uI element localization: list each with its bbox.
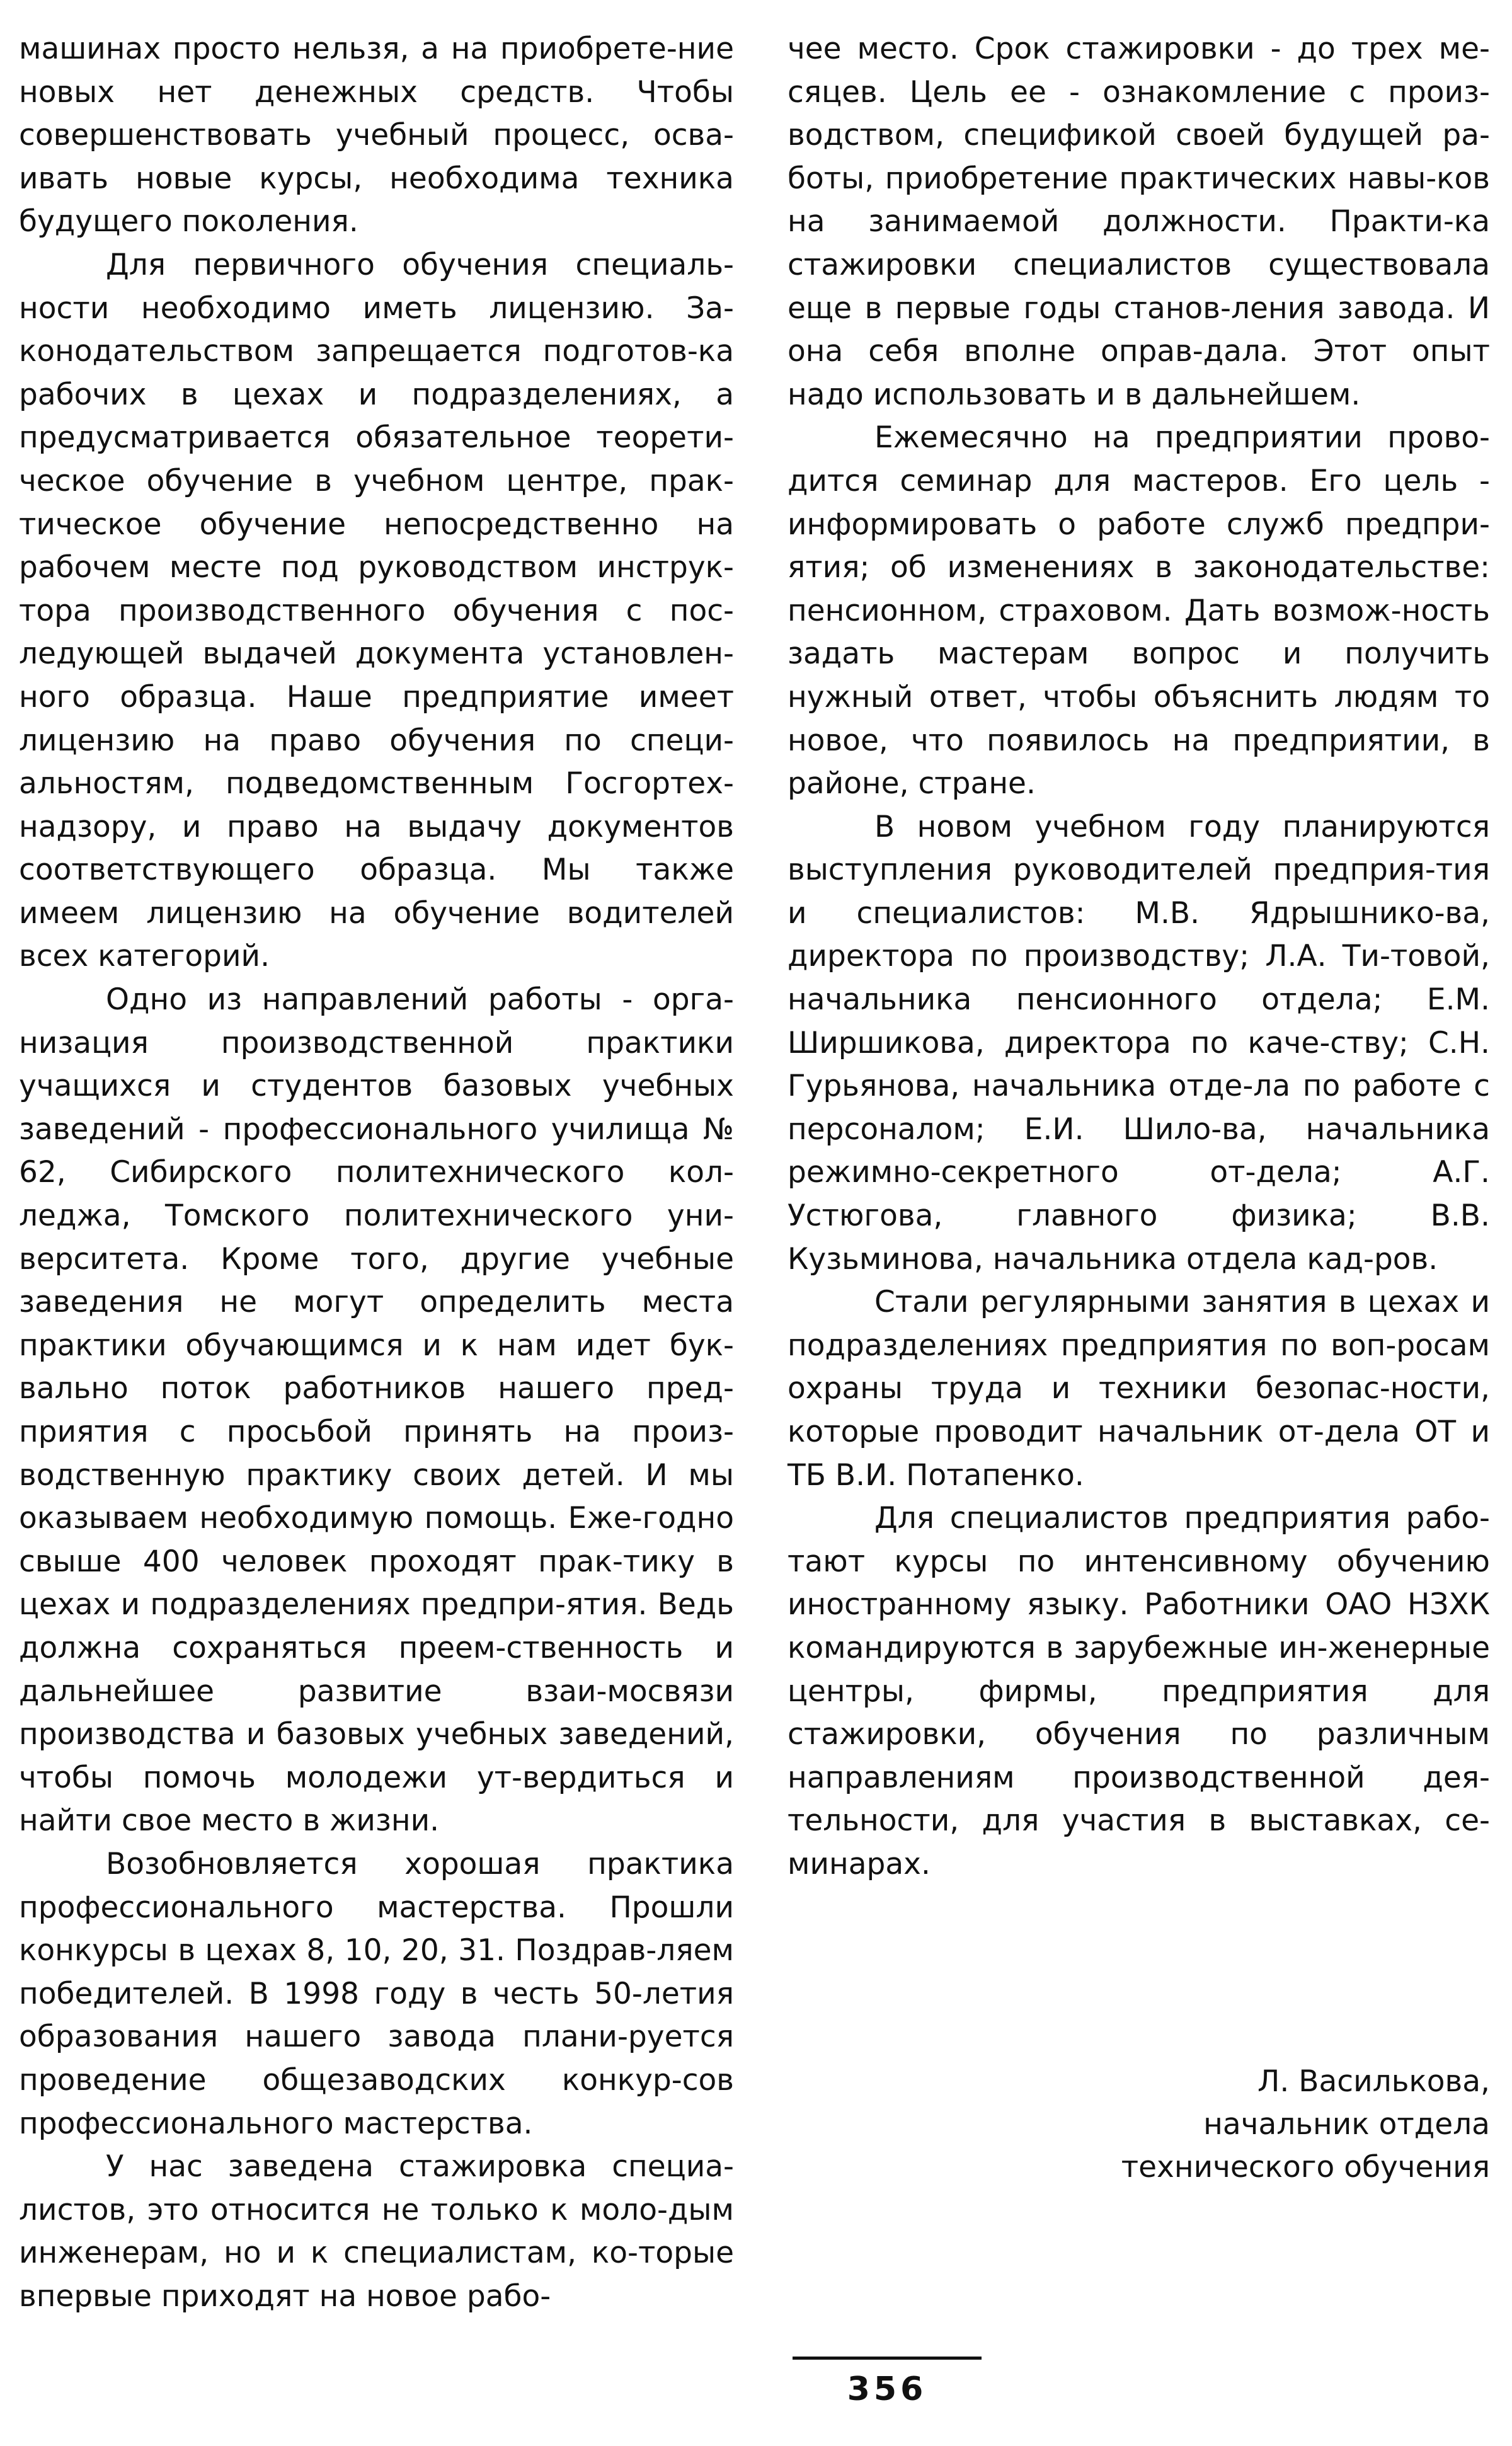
author-position-line2: технического обучения [1121, 2150, 1490, 2185]
paragraph-language-courses: Для специалистов предприятия рабо-тают курсы по интенсивному обучению иностранному языку. Работники ОАО НЗХК командируются в зарубежные ин-женерные центры, фирмы, предприятия для стажировки, обучения по различным направлениям производственной дея-тельности, для участия в выставках, се-минарах. [788, 1501, 1490, 1881]
page-number-rule [793, 2357, 982, 2360]
paragraph-continuation: машинах просто нельзя, а на приобрете-ние новых нет денежных средств. Чтобы совершенствовать учебный процесс, осва-ивать новые курсы, необходима техника будущего поколения. [19, 32, 734, 239]
paragraph-contests: Возобновляется хорошая практика профессионального мастерства. Прошли конкурсы в цехах 8, 10, 20, 31. Поздрав-ляем победителей. В 1998 году в честь 50-летия образования нашего завода плани-руется проведение общезаводских конкур-сов профессионального мастерства. [19, 1846, 734, 2141]
left-column [19, 28, 734, 2318]
paragraph-seminar: Ежемесячно на предприятии прово-дится семинар для мастеров. Его цель - информировать о работе служб предпри-ятия; об изменениях в законодательстве: пенсионном, страховом. Дать возмож-ность задать мастерам вопрос и получить нужный ответ, чтобы объяснить людям то новое, что появилось на предприятии, в районе, стране. [788, 420, 1490, 801]
paragraph-internship-continued: чее место. Срок стажировки - до трех ме-сяцев. Цель ее - ознакомление с произ-водством, спецификой своей будущей ра-боты, приобретение практических навы-ков на занимаемой должности. Практи-ка стажировки специалистов существовала еще в первые годы станов-ления завода. И она себя вполне оправ-дала. Этот опыт надо использовать и в дальнейшем. [788, 32, 1490, 412]
right-column [788, 28, 1490, 1886]
paragraph-license: Для первичного обучения специаль-ности необходимо иметь лицензию. За-конодательством запрещается подготов-ка рабочих в цехах и подразделениях, а предусматривается обязательное теорети-ческое обучение в учебном центре, прак-тическое обучение непосредственно на рабочем месте под руководством инструк-тора производственного обучения с пос-ледующей выдачей документа установлен-ного образца. Наше предприятие имеет лицензию на право обучения по специ-альностям, подведомственным Госгортех-надзору, и право на выдачу документов соответствующего образца. Мы также имеем лицензию на обучение водителей всех категорий. [19, 247, 734, 974]
page-number: 356 [847, 2370, 927, 2408]
signature-block [1121, 2060, 1490, 2189]
paragraph-speakers: В новом учебном году планируются выступления руководителей предприя-тия и специалистов: М.В. Ядрышнико-ва, директора по производству; Л.А. Ти-товой, начальника пенсионного отдела; Е.М. Ширшикова, директора по каче-ству; С.Н. Гурьянова, начальника отде-ла по работе с персоналом; Е.И. Шило-ва, начальника режимно-секретного от-дела; А.Г. Устюгова, главного физика; В.В. Кузьминова, начальника отдела кад-ров. [788, 809, 1490, 1277]
author-name: Л. Василькова, [1257, 2064, 1490, 2099]
paragraph-internship: У нас заведена стажировка специа-листов, это относится не только к моло-дым инженерам, но и к специалистам, ко-торые впервые приходят на новое рабо- [19, 2149, 734, 2314]
paragraph-practice: Одно из направлений работы - орга-низация производственной практики учащихся и студентов базовых учебных заведений - профессионального училища № 62, Сибирского политехнического кол-леджа, Томского политехнического уни-верситета. Кроме того, другие учебные заведения не могут определить места практики обучающимся и к нам идет бук-вально поток работников нашего пред-приятия с просьбой принять на произ-водственную практику своих детей. И мы оказываем необходимую помощь. Еже-годно свыше 400 человек проходят прак-тику в цехах и подразделениях предпри-ятия. Ведь должна сохраняться преем-ственность и дальнейшее развитие взаи-мосвязи производства и базовых учебных заведений, чтобы помочь молодежи ут-вердиться и найти свое место в жизни. [19, 982, 734, 1839]
paragraph-safety: Стали регулярными занятия в цехах и подразделениях предприятия по воп-росам охраны труда и техники безопас-ности, которые проводит начальник от-дела ОТ и ТБ В.И. Потапенко. [788, 1285, 1490, 1493]
author-position-line1: начальник отдела [1203, 2107, 1490, 2142]
